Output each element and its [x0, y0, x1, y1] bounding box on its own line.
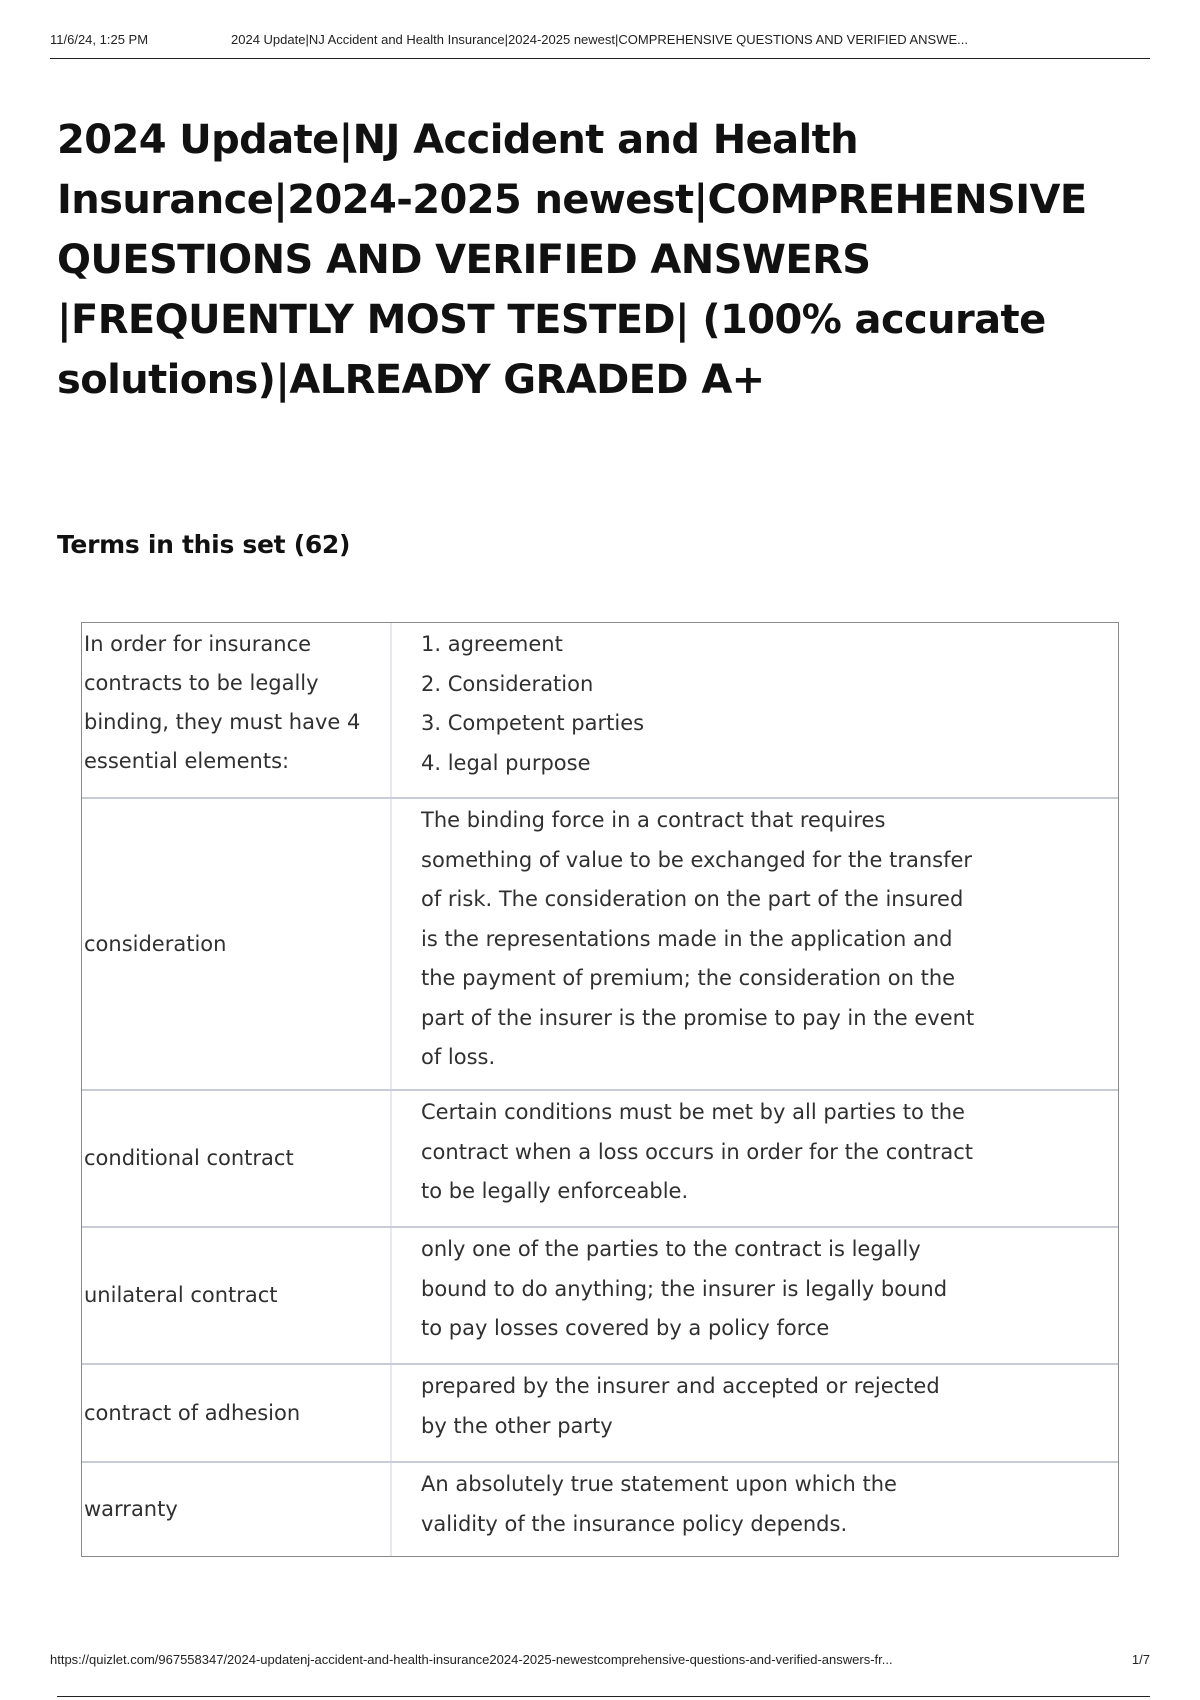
definition-line: the payment of premium; the consideration on the [421, 966, 956, 990]
print-header [50, 30, 1150, 59]
definition-cell [392, 799, 1118, 1089]
term-text: In order for insurance contracts to be legally binding, they must have 4 essential elements: [84, 632, 361, 773]
definition-line: to be legally enforceable. [421, 1179, 689, 1203]
terms-table [81, 622, 1119, 1557]
term-row [82, 797, 1118, 1089]
definition-line: only one of the parties to the contract is legally [421, 1237, 921, 1261]
definition-line: contract when a loss occurs in order for the contract [421, 1139, 973, 1164]
definition-line: by the other party [421, 1413, 613, 1438]
term-cell [82, 1463, 392, 1556]
term-row [82, 1363, 1118, 1461]
definition-line: An absolutely true statement upon which the [421, 1472, 897, 1496]
definition-line: of risk. The consideration on the part of the insured [421, 887, 964, 911]
term-cell [82, 1091, 392, 1226]
definition-cell [392, 1365, 1118, 1461]
definition-line: bound to do anything; the insurer is legally bound [421, 1276, 948, 1301]
definition-line: The binding force in a contract that requires [421, 808, 886, 832]
footer-divider [57, 1696, 1150, 1697]
definition-cell [392, 623, 1118, 797]
term-text: consideration [84, 931, 227, 956]
term-cell [82, 1228, 392, 1363]
definition-line: Certain conditions must be met by all parties to the [421, 1100, 965, 1124]
term-row [82, 1226, 1118, 1363]
term-text: conditional contract [84, 1146, 294, 1170]
definition-line: 3. Competent parties [421, 711, 645, 735]
definition-line: is the representations made in the application and [421, 926, 953, 951]
definition-cell [392, 1463, 1118, 1556]
definition-line: 4. legal purpose [421, 750, 591, 775]
term-cell [82, 1365, 392, 1461]
document-title: 2024 Update|NJ Accident and Health Insurance|2024-2025 newest|COMPREHENSIVE QUESTIONS AND VERIFIED ANSWERS |FREQUENTLY MOST TESTED| (100% accurate solutions)|ALREADY GRADED A+ [57, 117, 1087, 403]
terms-heading: Terms in this set (62) [57, 530, 351, 559]
term-cell [82, 799, 392, 1089]
print-date: 11/6/24, 1:25 PM [50, 32, 149, 47]
definition-line: 1. agreement [421, 632, 563, 656]
definition-line: something of value to be exchanged for the transfer [421, 847, 973, 872]
definition-line: of loss. [421, 1045, 496, 1069]
term-text: contract of adhesion [84, 1400, 301, 1425]
term-row [82, 1089, 1118, 1226]
definition-line: part of the insurer is the promise to pay in the event [421, 1005, 975, 1030]
definition-cell [392, 1091, 1118, 1226]
term-text: unilateral contract [84, 1283, 278, 1307]
definition-line: 2. Consideration [421, 671, 594, 696]
print-page-title: 2024 Update|NJ Accident and Health Insurance|2024-2025 newest|COMPREHENSIVE QUESTIONS AND VERIFIED ANSWE... [231, 32, 969, 47]
term-cell [82, 623, 392, 797]
definition-line: prepared by the insurer and accepted or rejected [421, 1374, 940, 1398]
definition-line: validity of the insurance policy depends. [421, 1511, 848, 1536]
term-text: warranty [84, 1497, 178, 1521]
definition-line: to pay losses covered by a policy force [421, 1316, 830, 1340]
definition-cell [392, 1228, 1118, 1363]
footer-url: https://quizlet.com/967558347/2024-updatenj-accident-and-health-insurance2024-2025-newestcomprehensive-questions-and-verified-answers-fr... [50, 1652, 893, 1667]
page-number: 1/7 [1131, 1652, 1150, 1667]
term-row [82, 623, 1118, 797]
term-row [82, 1461, 1118, 1556]
